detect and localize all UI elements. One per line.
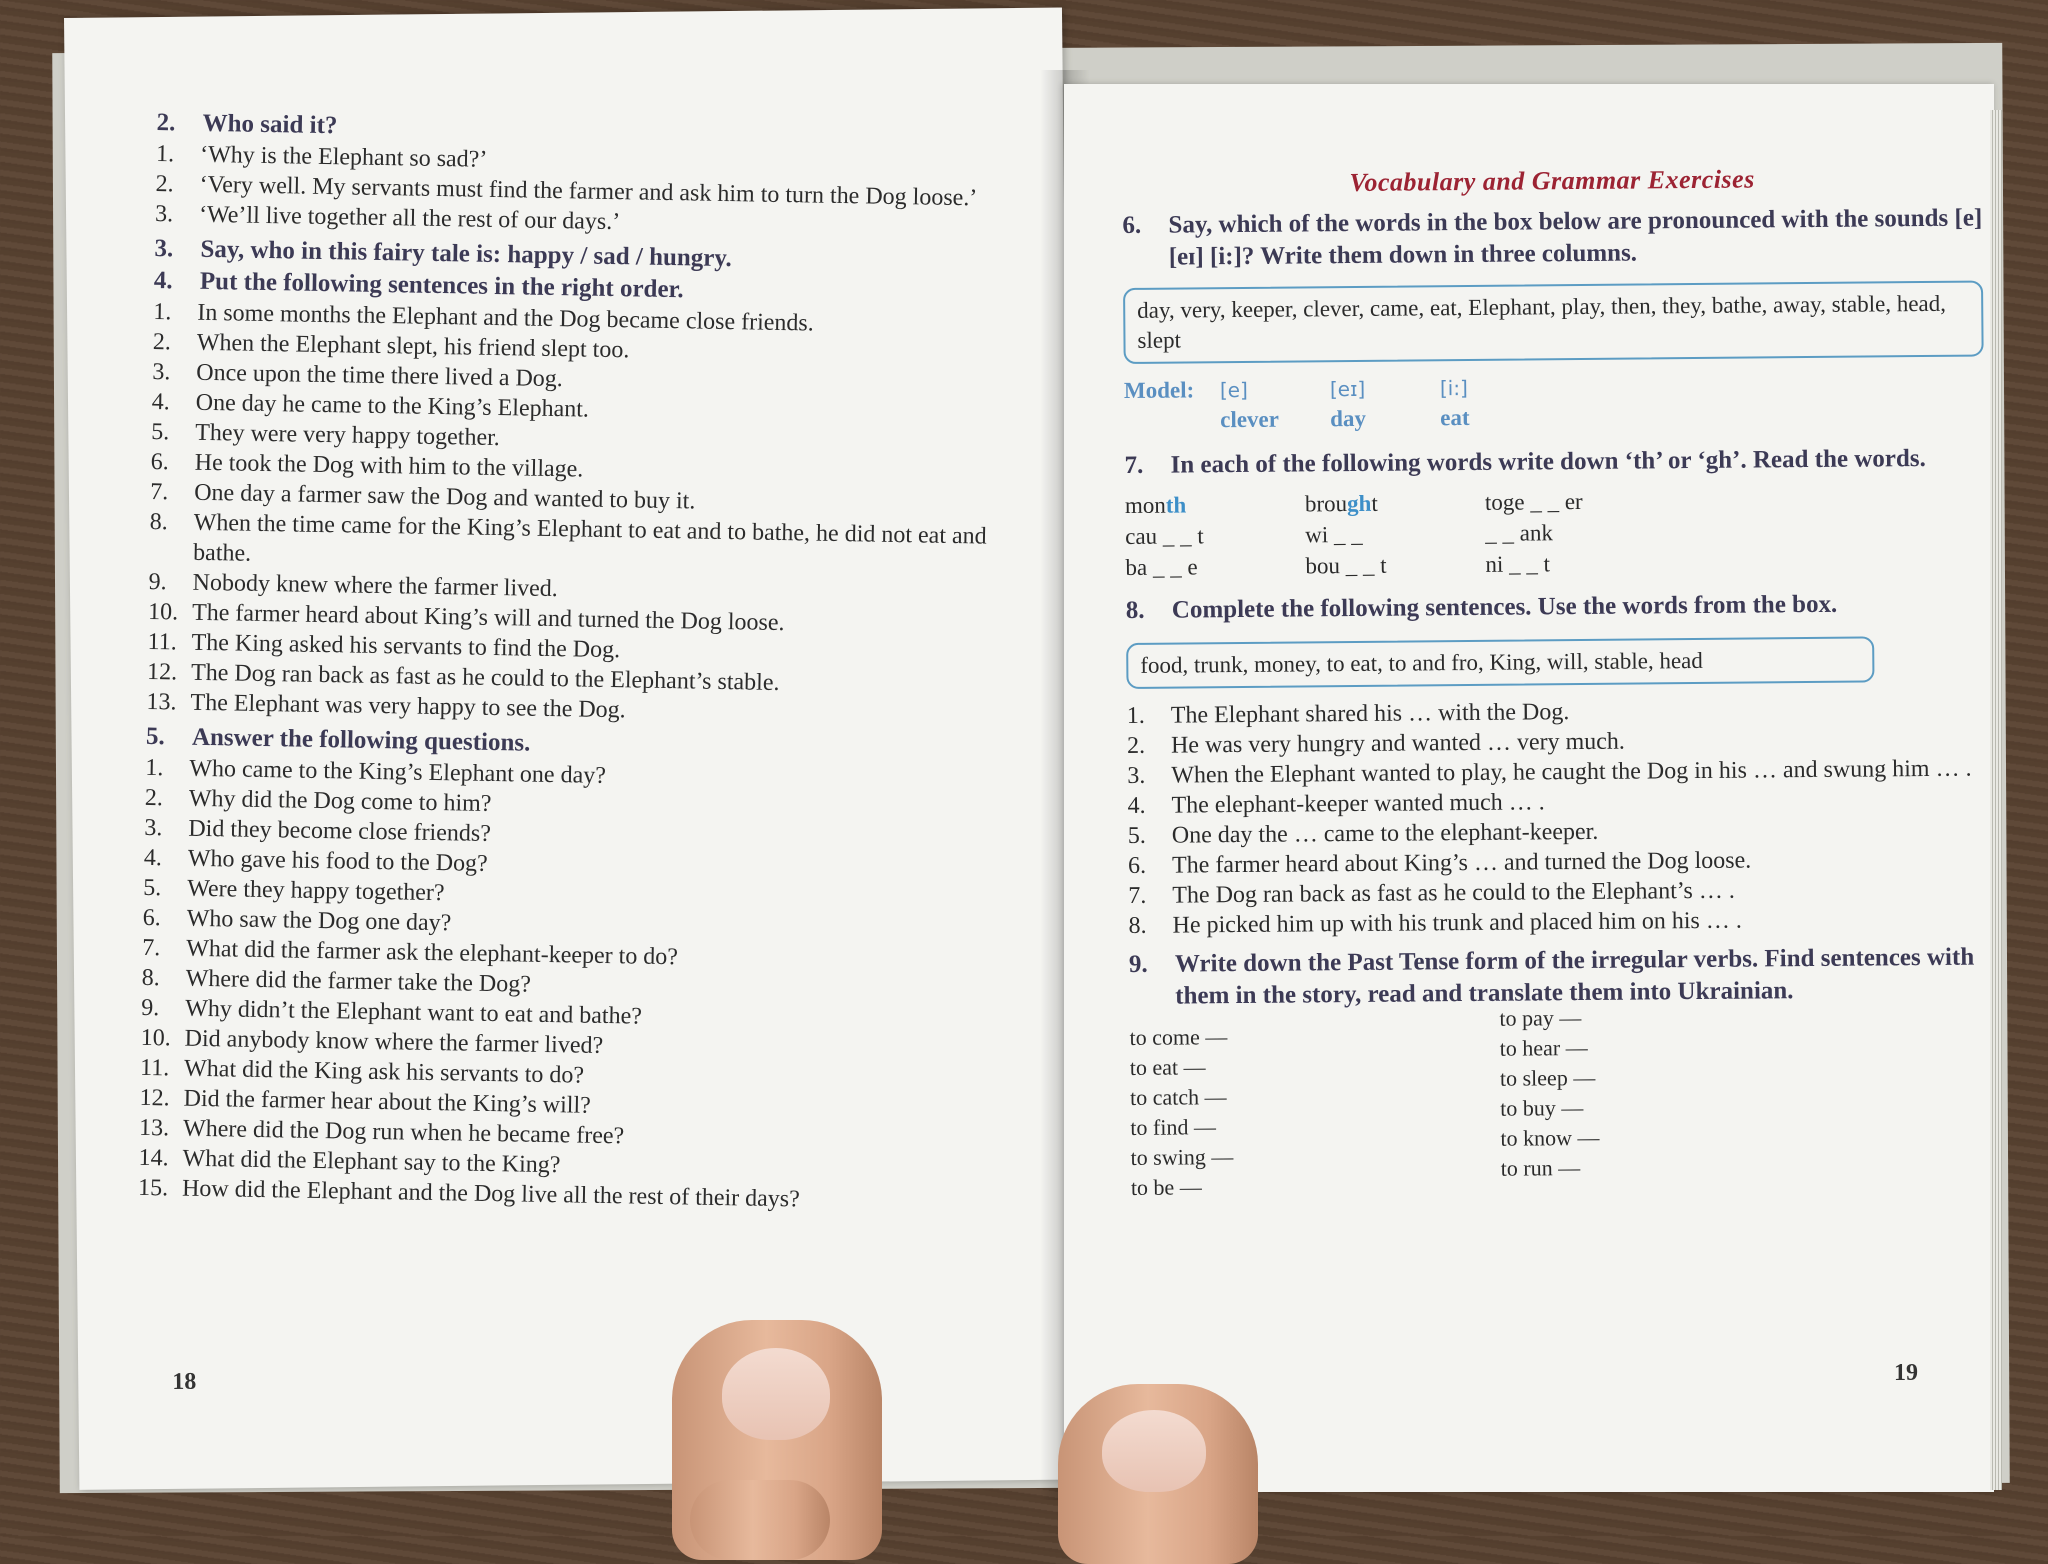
- item-text: He was very hungry and wanted … very much.: [1170, 728, 1625, 759]
- word-part: t: [1371, 490, 1378, 516]
- exercise-title: Say, which of the words in the box below are pronounced with the sounds [e] [eɪ] [i:]? Write them down in three columns.: [1168, 204, 1983, 271]
- verbs-column-1: [1129, 1020, 1501, 1203]
- verb-item: to eat —: [1129, 1054, 1206, 1080]
- item-text: The Elephant was very happy to see the Dog.: [190, 689, 626, 724]
- verb-item: to come —: [1129, 1024, 1228, 1050]
- word-item: _ _ ank: [1485, 520, 1554, 546]
- item-text: ‘We’ll live together all the rest of our days.’: [198, 201, 621, 236]
- verb-item: to find —: [1130, 1114, 1217, 1140]
- item-text: Where did the Dog run when he became free?: [182, 1115, 625, 1150]
- item-number: 14.: [138, 1144, 169, 1172]
- item-number: 6.: [1127, 852, 1147, 879]
- exercise-2-list: [155, 139, 1036, 244]
- item-text: How did the Elephant and the Dog live all the rest of their days?: [181, 1175, 801, 1213]
- item-text: One day he came to the King’s Elephant.: [195, 389, 590, 423]
- section-title: Vocabulary and Grammar Exercises: [1349, 164, 1755, 198]
- item-text: Why didn’t the Elephant want to eat and bathe?: [184, 995, 643, 1030]
- exercise-8-list: [1127, 693, 1989, 940]
- item-number: 2.: [144, 784, 164, 812]
- word-item: ba _ _ e: [1125, 554, 1198, 580]
- exercise-number: 3.: [154, 235, 174, 263]
- item-number: 13.: [146, 688, 177, 716]
- exercise-number: 8.: [1125, 596, 1145, 624]
- exercise-number: 2.: [156, 109, 176, 137]
- verb-item: to swing —: [1130, 1144, 1234, 1170]
- verb-item: to run —: [1500, 1155, 1581, 1181]
- word-item: bou _ _ t: [1305, 552, 1387, 579]
- item-text: The King asked his servants to find the Dog.: [191, 629, 621, 664]
- item-number: 12.: [139, 1084, 170, 1112]
- page-edges: [1990, 110, 2002, 1490]
- verb-item: to know —: [1500, 1124, 1600, 1151]
- item-number: 4.: [151, 388, 171, 416]
- item-number: 3.: [152, 358, 171, 386]
- model-word-day: day: [1330, 405, 1367, 432]
- exercise-5-list: [138, 753, 1026, 1218]
- exercise-4-list: [146, 297, 1033, 732]
- item-text: What did the King ask his servants to do?: [183, 1055, 585, 1089]
- phoneme-ei: [eɪ]: [1329, 376, 1366, 402]
- item-text: The Dog ran back as fast as he could to the Elephant’s stable.: [190, 659, 780, 696]
- word-item: ni _ _ t: [1485, 551, 1551, 577]
- exercise-number: 6.: [1122, 211, 1142, 239]
- item-number: 2.: [1126, 732, 1146, 759]
- item-text: When the Elephant wanted to play, he caught the Dog in his … and swung him … .: [1171, 755, 1972, 789]
- verb-item: to hear —: [1499, 1034, 1588, 1061]
- item-number: 1.: [1126, 702, 1145, 729]
- right-fingernail: [1102, 1410, 1206, 1492]
- verb-item: to be —: [1130, 1174, 1202, 1200]
- item-number: 2.: [152, 328, 172, 356]
- model-word-clever: clever: [1220, 406, 1280, 433]
- item-number: 1.: [153, 299, 172, 326]
- item-number: 8.: [141, 964, 160, 992]
- item-text: What did the Elephant say to the King?: [182, 1145, 561, 1179]
- item-text: In some months the Elephant and the Dog became close friends.: [197, 299, 814, 337]
- item-number: 4.: [1127, 792, 1146, 819]
- item-number: 4.: [143, 844, 163, 872]
- exercise-number: 7.: [1124, 451, 1144, 479]
- item-number: 6.: [142, 904, 162, 932]
- word-highlight: gh: [1346, 490, 1372, 517]
- item-number: 7.: [149, 478, 169, 506]
- word-highlight: th: [1165, 492, 1187, 518]
- exercise-title: Who said it?: [202, 109, 338, 140]
- exercise-number: 5.: [145, 722, 165, 751]
- exercise-7-words: [1125, 482, 1986, 583]
- exercise-6-model: [1124, 368, 1984, 436]
- item-text: Why did the Dog come to him?: [188, 785, 492, 817]
- finger-knuckle: [690, 1480, 830, 1560]
- word-item: [1125, 488, 1305, 521]
- item-number: 9.: [148, 568, 167, 596]
- item-text: The farmer heard about King’s … and turned the Dog loose.: [1171, 847, 1752, 879]
- item-text: Did anybody know where the farmer lived?: [184, 1025, 604, 1059]
- item-text: ‘Very well. My servants must find the farmer and ask him to turn the Dog loose.’: [199, 171, 978, 212]
- word-item: [1305, 487, 1485, 520]
- item-number: 6.: [150, 448, 169, 476]
- item-number: 10.: [147, 598, 179, 626]
- item-text: Where did the farmer take the Dog?: [185, 965, 532, 998]
- exercise-8-word-box: food, trunk, money, to eat, to and fro, King, will, stable, head: [1126, 636, 1874, 689]
- item-text: The Dog ran back as fast as he could to the Elephant’s … .: [1172, 877, 1735, 909]
- item-number: 9.: [140, 994, 160, 1022]
- exercise-title: Complete the following sentences. Use the words from the box.: [1171, 590, 1838, 624]
- item-number: 13.: [138, 1114, 170, 1142]
- verb-item: to catch —: [1129, 1084, 1227, 1110]
- model-word-eat: eat: [1440, 404, 1470, 431]
- item-number: 7.: [1128, 882, 1147, 909]
- item-number: 1.: [155, 141, 175, 168]
- item-text: When the time came for the King’s Elephant to eat and to bathe, he did not eat and bathe.: [192, 509, 987, 567]
- item-number: 11.: [139, 1054, 170, 1082]
- exercise-title: Write down the Past Tense form of the irregular verbs. Find sentences with them in the story, read and translate them into Ukrainian.: [1174, 943, 1975, 1010]
- item-number: 7.: [142, 934, 161, 962]
- item-number: 5.: [143, 874, 162, 902]
- item-text: Did they become close friends?: [188, 815, 492, 847]
- left-page-content: [138, 107, 1037, 1222]
- item-text: Who saw the Dog one day?: [186, 905, 452, 937]
- word-item: wi _ _: [1305, 521, 1363, 548]
- item-number: 11.: [147, 628, 177, 656]
- page-number-left: 18: [172, 1368, 197, 1395]
- right-page: [1064, 84, 1994, 1492]
- item-text: He took the Dog with him to the village.: [194, 449, 584, 483]
- exercise-7-heading: [1124, 442, 1984, 482]
- word-part: mon: [1124, 492, 1166, 518]
- item-number: 3.: [154, 201, 174, 228]
- verb-item: to pay —: [1499, 1005, 1582, 1031]
- phoneme-i: [i:]: [1439, 375, 1468, 401]
- exercise-title: Answer the following questions.: [191, 723, 531, 757]
- item-text: The farmer heard about King’s will and turned the Dog loose.: [191, 599, 785, 637]
- item-text: He picked him up with his trunk and placed him on his … .: [1172, 907, 1742, 939]
- model-label: Model:: [1123, 377, 1195, 403]
- word-item: cau _ _ t: [1125, 523, 1204, 549]
- item-text: The Elephant shared his … with the Dog.: [1170, 699, 1570, 729]
- exercise-6-heading: [1122, 202, 1983, 274]
- list-item: [1128, 903, 1988, 941]
- exercise-title: In each of the following words write down ‘th’ or ‘gh’. Read the words.: [1170, 444, 1926, 479]
- item-number: 3.: [144, 814, 163, 842]
- phoneme-e: [e]: [1219, 377, 1248, 403]
- word-item: toge _ _ er: [1484, 488, 1583, 515]
- left-fingernail: [722, 1348, 830, 1440]
- item-text: The elephant-keeper wanted much … .: [1171, 789, 1545, 819]
- item-number: 2.: [155, 171, 174, 198]
- item-text: ‘Why is the Elephant so sad?’: [199, 141, 488, 173]
- item-text: Who came to the King’s Elephant one day?: [189, 755, 607, 789]
- item-number: 5.: [1127, 822, 1146, 849]
- exercise-9-verbs: [1129, 1005, 1991, 1202]
- item-number: 8.: [149, 508, 168, 536]
- right-page-content: [1122, 162, 1991, 1202]
- exercise-number: 9.: [1128, 950, 1148, 978]
- item-text: One day a farmer saw the Dog and wanted to buy it.: [193, 479, 696, 515]
- item-number: 15.: [137, 1174, 169, 1202]
- item-text: Who gave his food to the Dog?: [187, 845, 488, 877]
- item-text: Were they happy together?: [187, 875, 445, 907]
- left-page: [64, 8, 1077, 1490]
- item-number: 5.: [151, 418, 170, 446]
- item-text: Did the farmer hear about the King’s will?: [183, 1085, 592, 1119]
- exercise-number: 4.: [153, 267, 173, 295]
- item-text: Once upon the time there lived a Dog.: [196, 359, 564, 393]
- exercise-6-word-box: day, very, keeper, clever, came, eat, Elephant, play, then, they, bathe, away, stable, head, slept: [1123, 280, 1984, 364]
- item-number: 12.: [146, 658, 178, 686]
- exercise-title: Say, who in this fairy tale is: happy / sad / hungry.: [200, 235, 733, 273]
- item-number: 8.: [1128, 912, 1147, 939]
- item-text: When the Elephant slept, his friend slept too.: [196, 329, 630, 364]
- item-text: They were very happy together.: [195, 419, 500, 452]
- item-number: 3.: [1127, 762, 1146, 789]
- exercise-title: Put the following sentences in the right order.: [199, 267, 684, 304]
- item-text: What did the farmer ask the elephant-keeper to do?: [186, 935, 679, 971]
- verb-item: to sleep —: [1499, 1064, 1596, 1091]
- item-number: 1.: [145, 754, 164, 782]
- item-number: 10.: [140, 1024, 171, 1052]
- exercise-8-heading: [1126, 587, 1986, 627]
- verbs-column-2: [1499, 1001, 1801, 1200]
- word-part: brou: [1304, 491, 1348, 517]
- verb-item: to buy —: [1500, 1095, 1584, 1121]
- item-text: One day the … came to the elephant-keeper.: [1171, 818, 1599, 849]
- page-number-right: 19: [1894, 1360, 1918, 1386]
- item-text: Nobody knew where the farmer lived.: [192, 569, 559, 603]
- right-finger: [1058, 1384, 1258, 1564]
